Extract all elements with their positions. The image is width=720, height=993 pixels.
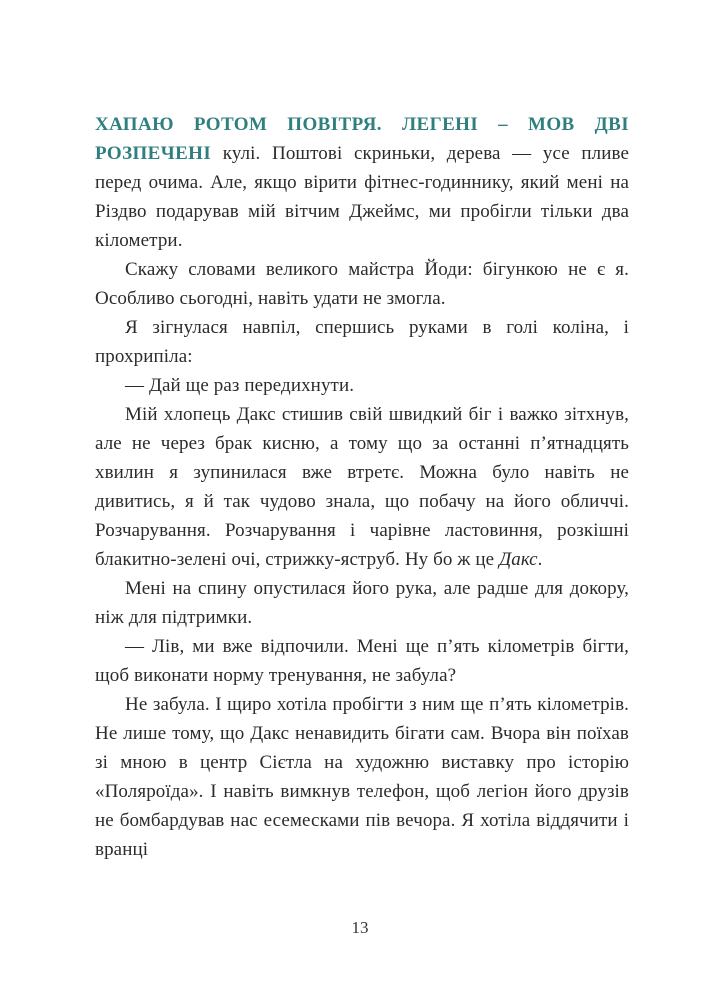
paragraph-text: Мій хлопець Дакс стишив свій швидкий біг і важко зітхнув, але не через брак кисню, а тому що за останні п’ятнадцять хвилин я зупинилася вже втретє. Можна було навіть не дивитись, я й так чудово знала, що побачу на його обличчі. Розчарування. Розчарування і чарівне ластовиння, розкішні блакитно-зелені очі, стрижку-яструб. Ну бо ж це [95,404,629,570]
paragraph: Мені на спину опустилася його рука, але радше для докору, ніж для підтримки. [95,578,629,628]
emphasized-name: Дакс [499,549,538,570]
paragraph-opening [95,110,629,255]
paragraph [95,400,629,574]
dialogue-line: — Лів, ми вже відпочили. Мені ще п’ять кілометрів бігти, щоб виконати норму тренування, не забула? [95,636,629,686]
page-number: 13 [351,918,369,937]
paragraph-text-end: . [537,549,543,570]
page-footer [0,918,720,938]
dialogue-line: — Дай ще раз передихнути. [125,375,355,396]
text-block [95,110,629,864]
paragraph: Скажу словами великого майстра Йоди: бігункою не є я. Особливо сьогодні, навіть удати не змогла. [95,259,629,309]
paragraph: Я зігнулася навпіл, спершись руками в голі коліна, і прохрипіла: [95,317,629,367]
paragraph-opening-rest: кулі. Поштові скриньки, дерева — усе пливе перед очима. Але, якщо вірити фітнес-годиннику, який мені на Різдво подарував мій вітчим Джеймс, ми пробігли тільки два кілометри. [95,143,629,251]
chapter-lead-caps: ХАПАЮ РОТОМ ПОВІТРЯ. ЛЕГЕНІ – МОВ ДВІ РОЗПЕЧЕНІ [95,114,629,164]
paragraph: Не забула. І щиро хотіла пробігти з ним ще п’ять кілометрів. Не лише тому, що Дакс ненавидить бігати сам. Вчора він поїхав зі мною в центр Сієтла на художню виставку про історію «Поляроїда». І навіть вимкнув телефон, щоб легіон його друзів не бомбардував нас есемесками пів вечора. Я хотіла віддячити і вранці [95,694,629,860]
